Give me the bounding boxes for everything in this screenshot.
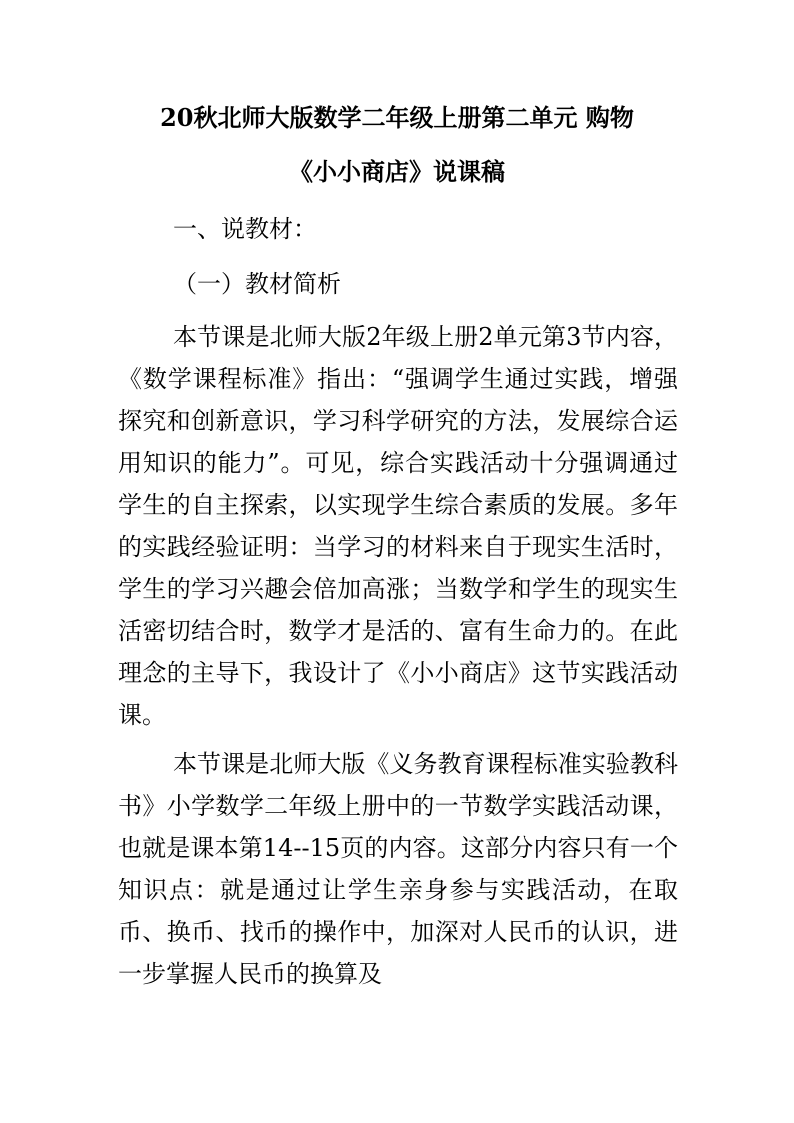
subsection-heading: （一）教材简析 (173, 270, 341, 298)
document-title-line-1: 20秋北师大版数学二年级上册第二单元 购物 (160, 103, 634, 132)
document-title-line-2: 《小小商店》说课稿 (289, 157, 505, 186)
section-heading: 一、说教材： (173, 215, 317, 243)
body-paragraph-1: 本节课是北师大版2年级上册2单元第3节内容，《数学课程标准》指出：“强调学生通过实践，增强探究和创新意识，学习科学研究的方法，发展综合运用知识的能力”。可见，综合实践活动十分强调通过学生的自主探索，以实现学生综合素质的发展。多年的实践经验证明：当学习的材料来自于现实生活时，学生的学习兴趣会倍加高涨；当数学和学生的现实生活密切结合时，数学才是活的、富有生命力的。在此理念的主导下，我设计了《小小商店》这节实践活动课。 (118, 323, 678, 729)
body-paragraph-2: 本节课是北师大版《义务教育课程标准实验教科书》小学数学二年级上册中的一节数学实践活动课，也就是课本第14--15页的内容。这部分内容只有一个知识点：就是通过让学生亲身参与实践活动，在取币、换币、找币的操作中，加深对人民币的认识，进一步掌握人民币的换算及 (118, 750, 678, 988)
